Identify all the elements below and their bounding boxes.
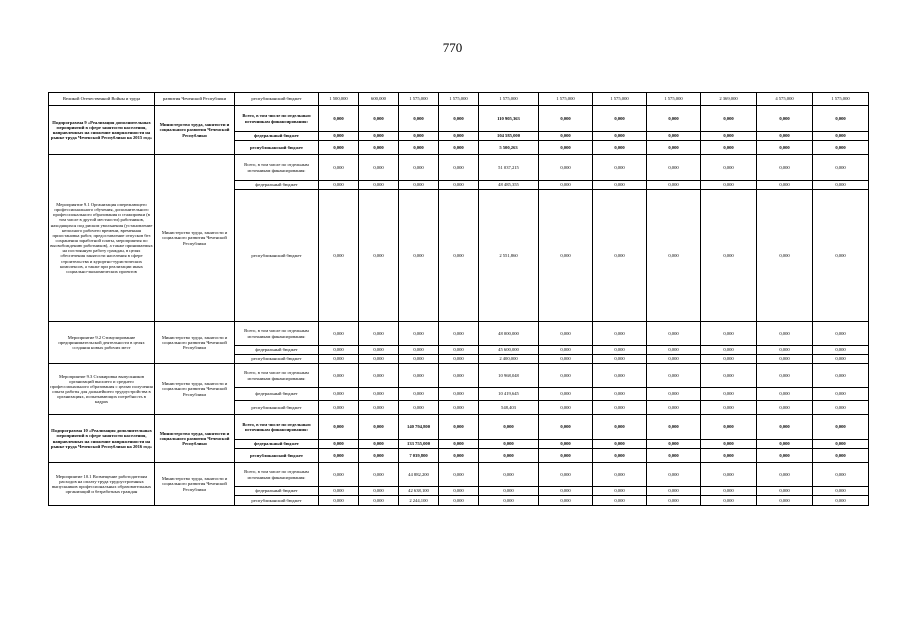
amount-cell: 0,000 <box>539 322 593 346</box>
amount-cell: 0,000 <box>593 388 647 401</box>
amount-cell: 0,000 <box>593 355 647 364</box>
amount-cell: 0,000 <box>701 106 757 132</box>
funding-source-cell: республиканский бюджет <box>235 190 319 322</box>
amount-cell: 45 600,000 <box>479 346 539 355</box>
amount-cell: 0,000 <box>757 132 813 141</box>
amount-cell: 0,000 <box>647 106 701 132</box>
amount-cell: 0,000 <box>399 141 439 155</box>
amount-cell: 0,000 <box>399 132 439 141</box>
amount-cell: 0,000 <box>359 364 399 388</box>
responsible-executor-cell: Министерство труда, занятости и социального развития Чеченской Республики <box>155 364 235 415</box>
amount-cell: 0,000 <box>757 346 813 355</box>
amount-cell: 0,000 <box>593 496 647 506</box>
amount-cell: 0,000 <box>647 364 701 388</box>
amount-cell: 140 794,800 <box>399 415 439 440</box>
amount-cell: 0,000 <box>439 106 479 132</box>
amount-cell: 0,000 <box>319 355 359 364</box>
amount-cell: 0,000 <box>593 190 647 322</box>
amount-cell: 5 500,263 <box>479 141 539 155</box>
table-row <box>49 322 869 346</box>
funding-source-cell: республиканский бюджет <box>235 401 319 415</box>
amount-cell: 0,000 <box>813 463 869 487</box>
amount-cell: 0,000 <box>647 401 701 415</box>
amount-cell: 0,000 <box>701 190 757 322</box>
amount-cell: 0,000 <box>539 487 593 496</box>
amount-cell: 0,000 <box>439 190 479 322</box>
amount-cell: 0,000 <box>593 487 647 496</box>
program-title-cell: Мероприятие 9.3 Стажировка выпускников организаций высшего и среднего профессионального образования с целью получения опыта работы для дальнейшего трудоустройства в организациях, испытывающих потребность в кадрах <box>49 364 155 415</box>
funding-source-cell: федеральный бюджет <box>235 487 319 496</box>
funding-source-cell: Всего, в том числе по отдельным источникам финансирования: <box>235 364 319 388</box>
program-title-cell: Великой Отечественной Войны и труда <box>49 93 155 106</box>
amount-cell: 0,000 <box>757 415 813 440</box>
amount-cell: 0,000 <box>539 155 593 181</box>
amount-cell: 0,000 <box>359 415 399 440</box>
amount-cell: 0,000 <box>593 132 647 141</box>
amount-cell: 0,000 <box>701 322 757 346</box>
amount-cell: 0,000 <box>539 190 593 322</box>
amount-cell: 1 575,000 <box>439 93 479 106</box>
amount-cell: 0,000 <box>813 132 869 141</box>
amount-cell: 0,000 <box>319 496 359 506</box>
amount-cell: 0,000 <box>359 496 399 506</box>
amount-cell: 0,000 <box>757 364 813 388</box>
amount-cell: 4 575,000 <box>757 93 813 106</box>
amount-cell: 0,000 <box>813 355 869 364</box>
amount-cell: 44 882,200 <box>399 463 439 487</box>
amount-cell: 0,000 <box>701 155 757 181</box>
amount-cell: 0,000 <box>439 322 479 346</box>
amount-cell: 0,000 <box>359 487 399 496</box>
amount-cell: 0,000 <box>757 388 813 401</box>
amount-cell: 0,000 <box>359 449 399 463</box>
amount-cell: 0,000 <box>319 132 359 141</box>
amount-cell: 0,000 <box>319 388 359 401</box>
amount-cell: 0,000 <box>757 449 813 463</box>
amount-cell: 0,000 <box>539 415 593 440</box>
amount-cell: 0,000 <box>701 141 757 155</box>
amount-cell: 0,000 <box>359 440 399 449</box>
amount-cell: 0,000 <box>757 487 813 496</box>
program-title-cell: Мероприятие 9.1 Организация опережающего профессионального обучения, дополнительного профессионального образования и стажировки (в том числе в другой местности) работников, находящихся под риском увольнения (установление неполного рабочего времени, временная приостановка работ, предоставление отпусков без сохранения заработной платы, мероприятия по высвобождению работников), а также принимаемых на постоянную работу граждан, в целях обеспечения занятости населения в сфере строительства и курортно-туристических комплексов, а также при реализации иных социально-экономических проектов <box>49 155 155 322</box>
amount-cell: 0,000 <box>593 449 647 463</box>
amount-cell: 2 551,860 <box>479 190 539 322</box>
amount-cell: 1 575,000 <box>593 93 647 106</box>
amount-cell: 0,000 <box>647 449 701 463</box>
amount-cell: 1 575,000 <box>399 93 439 106</box>
amount-cell: 0,000 <box>593 181 647 190</box>
amount-cell: 0,000 <box>647 388 701 401</box>
amount-cell: 0,000 <box>319 181 359 190</box>
amount-cell: 0,000 <box>647 496 701 506</box>
amount-cell: 0,000 <box>813 181 869 190</box>
amount-cell: 0,000 <box>439 487 479 496</box>
funding-source-cell: республиканский бюджет <box>235 496 319 506</box>
amount-cell: 0,000 <box>439 440 479 449</box>
amount-cell: 1 575,000 <box>647 93 701 106</box>
amount-cell: 0,000 <box>539 401 593 415</box>
amount-cell: 10 419,645 <box>479 388 539 401</box>
table-row <box>49 463 869 487</box>
amount-cell: 0,000 <box>593 155 647 181</box>
amount-cell: 0,000 <box>647 487 701 496</box>
amount-cell: 0,000 <box>319 190 359 322</box>
funding-source-cell: федеральный бюджет <box>235 181 319 190</box>
amount-cell: 0,000 <box>439 401 479 415</box>
amount-cell: 0,000 <box>319 106 359 132</box>
amount-cell: 0,000 <box>647 355 701 364</box>
amount-cell: 0,000 <box>539 440 593 449</box>
funding-source-cell: Всего, в том числе по отдельным источникам финансирования: <box>235 155 319 181</box>
amount-cell: 0,000 <box>757 190 813 322</box>
amount-cell: 0,000 <box>539 106 593 132</box>
amount-cell: 0,000 <box>701 388 757 401</box>
program-title-cell: Подпрограмма 9 «Реализация дополнительных мероприятий в сфере занятости населения, направленных на снижение напряженности на рынке труда Чеченской Республики на 2015 год» <box>49 106 155 155</box>
amount-cell: 0,000 <box>813 155 869 181</box>
amount-cell: 0,000 <box>439 415 479 440</box>
amount-cell: 0,000 <box>319 463 359 487</box>
funding-source-cell: республиканский бюджет <box>235 93 319 106</box>
program-title-cell: Мероприятие 9.2 Стимулирование предпринимательской деятельности в целях создания новых рабочих мест <box>49 322 155 364</box>
amount-cell: 0,000 <box>647 463 701 487</box>
amount-cell: 0,000 <box>593 415 647 440</box>
amount-cell: 0,000 <box>479 496 539 506</box>
amount-cell: 0,000 <box>813 388 869 401</box>
amount-cell: 0,000 <box>593 322 647 346</box>
amount-cell: 0,000 <box>647 415 701 440</box>
amount-cell: 0,000 <box>647 155 701 181</box>
amount-cell: 0,000 <box>539 496 593 506</box>
funding-source-cell: Всего, в том числе по отдельным источникам финансирования: <box>235 106 319 132</box>
program-title-cell: Мероприятие 10.1 Возмещение работодателям расходов на оплату труда трудоустроенных выпускников профессиональных образовательных организаций и безработных граждан <box>49 463 155 506</box>
amount-cell: 110 905,363 <box>479 106 539 132</box>
amount-cell: 104 585,000 <box>479 132 539 141</box>
amount-cell: 0,000 <box>813 346 869 355</box>
table-row <box>49 364 869 388</box>
amount-cell: 0,000 <box>359 106 399 132</box>
amount-cell: 0,000 <box>539 346 593 355</box>
table-row <box>49 93 869 106</box>
amount-cell: 0,000 <box>757 155 813 181</box>
table-row <box>49 106 869 132</box>
amount-cell: 0,000 <box>319 487 359 496</box>
amount-cell: 2 244,100 <box>399 496 439 506</box>
responsible-executor-cell: Министерство труда, занятости и социального развития Чеченской Республики <box>155 463 235 506</box>
amount-cell: 0,000 <box>399 388 439 401</box>
responsible-executor-cell: Министерство труда, занятости и социального развития Чеченской Республики <box>155 106 235 155</box>
amount-cell: 0,000 <box>479 449 539 463</box>
funding-source-cell: федеральный бюджет <box>235 346 319 355</box>
amount-cell: 0,000 <box>813 401 869 415</box>
amount-cell: 0,000 <box>399 322 439 346</box>
amount-cell: 0,000 <box>439 364 479 388</box>
amount-cell: 0,000 <box>647 141 701 155</box>
amount-cell: 0,000 <box>757 463 813 487</box>
amount-cell: 0,000 <box>439 388 479 401</box>
amount-cell: 0,000 <box>439 496 479 506</box>
table-row <box>49 155 869 181</box>
amount-cell: 0,000 <box>593 141 647 155</box>
amount-cell: 0,000 <box>813 449 869 463</box>
amount-cell: 0,000 <box>319 346 359 355</box>
amount-cell: 0,000 <box>399 181 439 190</box>
amount-cell: 0,000 <box>701 355 757 364</box>
amount-cell: 1 575,000 <box>813 93 869 106</box>
amount-cell: 0,000 <box>319 155 359 181</box>
amount-cell: 0,000 <box>399 190 439 322</box>
amount-cell: 600,000 <box>359 93 399 106</box>
amount-cell: 0,000 <box>319 364 359 388</box>
amount-cell: 0,000 <box>539 355 593 364</box>
amount-cell: 0,000 <box>359 346 399 355</box>
amount-cell: 0,000 <box>439 449 479 463</box>
amount-cell: 0,000 <box>813 141 869 155</box>
amount-cell: 0,000 <box>479 487 539 496</box>
amount-cell: 0,000 <box>701 496 757 506</box>
amount-cell: 0,000 <box>757 322 813 346</box>
amount-cell: 0,000 <box>757 106 813 132</box>
funding-source-cell: Всего, в том числе по отдельным источникам финансирования: <box>235 322 319 346</box>
funding-source-cell: федеральный бюджет <box>235 440 319 449</box>
budget-table <box>48 92 869 506</box>
funding-source-cell: Всего, в том числе по отдельным источникам финансирования: <box>235 463 319 487</box>
amount-cell: 0,000 <box>439 346 479 355</box>
funding-source-cell: республиканский бюджет <box>235 449 319 463</box>
amount-cell: 48 000,000 <box>479 322 539 346</box>
funding-source-cell: федеральный бюджет <box>235 388 319 401</box>
amount-cell: 0,000 <box>701 449 757 463</box>
amount-cell: 0,000 <box>593 364 647 388</box>
amount-cell: 0,000 <box>439 355 479 364</box>
funding-source-cell: федеральный бюджет <box>235 132 319 141</box>
responsible-executor-cell: развития Чеченской Республики <box>155 93 235 106</box>
amount-cell: 0,000 <box>319 141 359 155</box>
amount-cell: 0,000 <box>593 401 647 415</box>
amount-cell: 0,000 <box>539 388 593 401</box>
amount-cell: 133 755,000 <box>399 440 439 449</box>
amount-cell: 0,000 <box>319 415 359 440</box>
amount-cell: 0,000 <box>479 463 539 487</box>
amount-cell: 0,000 <box>359 463 399 487</box>
amount-cell: 0,000 <box>701 132 757 141</box>
amount-cell: 0,000 <box>757 355 813 364</box>
funding-source-cell: республиканский бюджет <box>235 355 319 364</box>
amount-cell: 0,000 <box>813 487 869 496</box>
amount-cell: 0,000 <box>647 181 701 190</box>
amount-cell: 0,000 <box>319 322 359 346</box>
amount-cell: 0,000 <box>359 190 399 322</box>
amount-cell: 0,000 <box>359 401 399 415</box>
responsible-executor-cell: Министерство труда, занятости и социального развития Чеченской Республики <box>155 322 235 364</box>
amount-cell: 0,000 <box>701 440 757 449</box>
amount-cell: 7 039,800 <box>399 449 439 463</box>
amount-cell: 0,000 <box>593 106 647 132</box>
amount-cell: 0,000 <box>539 463 593 487</box>
table-row <box>49 415 869 440</box>
amount-cell: 48 485,355 <box>479 181 539 190</box>
amount-cell: 0,000 <box>319 401 359 415</box>
amount-cell: 0,000 <box>399 401 439 415</box>
amount-cell: 0,000 <box>539 181 593 190</box>
amount-cell: 0,000 <box>647 132 701 141</box>
amount-cell: 0,000 <box>399 364 439 388</box>
amount-cell: 0,000 <box>647 440 701 449</box>
amount-cell: 0,000 <box>539 364 593 388</box>
amount-cell: 10 968,048 <box>479 364 539 388</box>
amount-cell: 0,000 <box>539 132 593 141</box>
amount-cell: 0,000 <box>479 415 539 440</box>
amount-cell: 0,000 <box>399 106 439 132</box>
amount-cell: 0,000 <box>701 364 757 388</box>
funding-source-cell: Всего, в том числе по отдельным источникам финансирования: <box>235 415 319 440</box>
amount-cell: 0,000 <box>813 496 869 506</box>
amount-cell: 0,000 <box>757 401 813 415</box>
amount-cell: 0,000 <box>701 415 757 440</box>
amount-cell: 0,000 <box>539 141 593 155</box>
amount-cell: 51 037,215 <box>479 155 539 181</box>
amount-cell: 0,000 <box>813 364 869 388</box>
amount-cell: 0,000 <box>593 346 647 355</box>
amount-cell: 0,000 <box>359 322 399 346</box>
amount-cell: 0,000 <box>701 181 757 190</box>
amount-cell: 0,000 <box>813 440 869 449</box>
amount-cell: 0,000 <box>701 401 757 415</box>
amount-cell: 0,000 <box>399 346 439 355</box>
amount-cell: 42 638,100 <box>399 487 439 496</box>
amount-cell: 0,000 <box>359 155 399 181</box>
amount-cell: 1 575,000 <box>539 93 593 106</box>
amount-cell: 0,000 <box>757 496 813 506</box>
amount-cell: 0,000 <box>813 322 869 346</box>
amount-cell: 0,000 <box>439 155 479 181</box>
amount-cell: 0,000 <box>813 415 869 440</box>
responsible-executor-cell: Министерство труда, занятости и социального развития Чеченской Республики <box>155 155 235 322</box>
amount-cell: 0,000 <box>319 449 359 463</box>
amount-cell: 0,000 <box>399 155 439 181</box>
amount-cell: 0,000 <box>647 190 701 322</box>
responsible-executor-cell: Министерство труда, занятости и социального развития Чеченской Республики <box>155 415 235 463</box>
amount-cell: 0,000 <box>359 181 399 190</box>
amount-cell: 0,000 <box>439 132 479 141</box>
amount-cell: 0,000 <box>399 355 439 364</box>
amount-cell: 0,000 <box>593 440 647 449</box>
amount-cell: 1 500,000 <box>319 93 359 106</box>
amount-cell: 0,000 <box>439 141 479 155</box>
amount-cell: 0,000 <box>647 322 701 346</box>
funding-source-cell: республиканский бюджет <box>235 141 319 155</box>
amount-cell: 0,000 <box>439 181 479 190</box>
amount-cell: 0,000 <box>701 487 757 496</box>
amount-cell: 0,000 <box>439 463 479 487</box>
amount-cell: 0,000 <box>701 463 757 487</box>
amount-cell: 0,000 <box>813 190 869 322</box>
amount-cell: 0,000 <box>813 106 869 132</box>
amount-cell: 0,000 <box>319 440 359 449</box>
amount-cell: 0,000 <box>701 346 757 355</box>
amount-cell: 0,000 <box>757 440 813 449</box>
amount-cell: 0,000 <box>647 346 701 355</box>
amount-cell: 2 400,000 <box>479 355 539 364</box>
amount-cell: 0,000 <box>539 449 593 463</box>
amount-cell: 0,000 <box>757 181 813 190</box>
amount-cell: 0,000 <box>359 388 399 401</box>
amount-cell: 0,000 <box>479 440 539 449</box>
amount-cell: 548,403 <box>479 401 539 415</box>
amount-cell: 1 575,000 <box>479 93 539 106</box>
amount-cell: 0,000 <box>359 355 399 364</box>
amount-cell: 0,000 <box>359 132 399 141</box>
program-title-cell: Подпрограмма 10 «Реализация дополнительных мероприятий в сфере занятости населения, направленных на снижение напряженности на рынке труда Чеченской Республики на 2016 год» <box>49 415 155 463</box>
amount-cell: 2 369,000 <box>701 93 757 106</box>
table-body <box>49 93 869 506</box>
page-number: 770 <box>442 40 463 55</box>
amount-cell: 0,000 <box>359 141 399 155</box>
amount-cell: 0,000 <box>757 141 813 155</box>
amount-cell: 0,000 <box>593 463 647 487</box>
